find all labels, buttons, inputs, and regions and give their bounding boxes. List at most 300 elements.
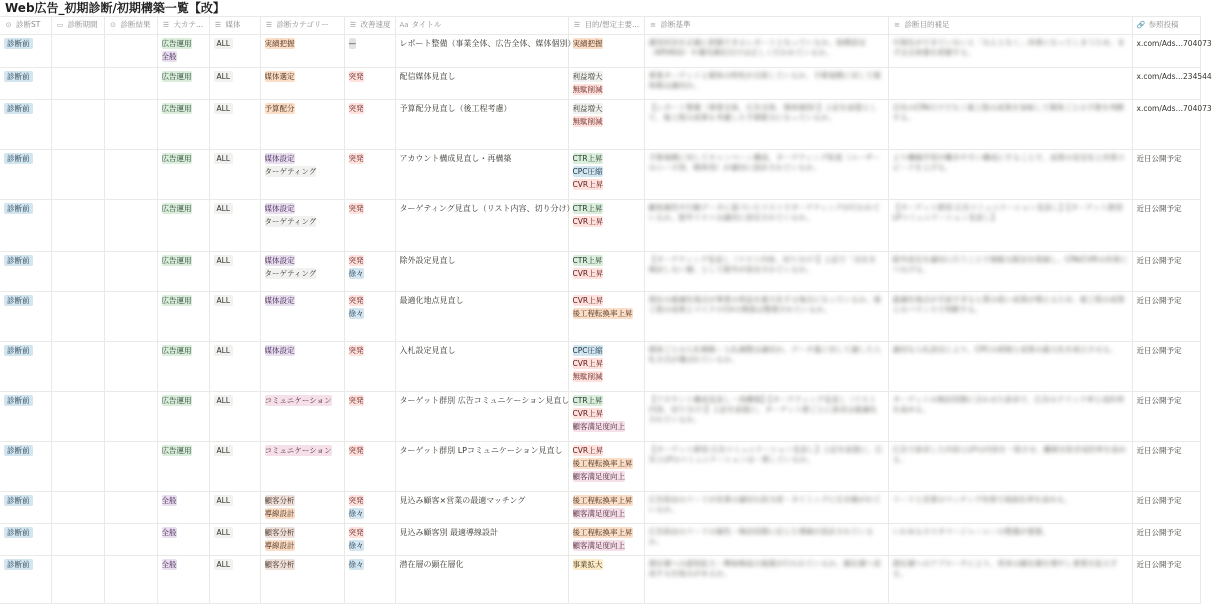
cell-period[interactable] bbox=[51, 100, 104, 150]
tag-speed: 徐々 bbox=[348, 509, 364, 518]
column-header-label: 診断カテゴリー bbox=[276, 20, 329, 29]
reference-link[interactable]: x.com/Ads…704073 bbox=[1136, 104, 1212, 113]
tag-diag: 媒体設定 bbox=[264, 204, 295, 213]
table-row[interactable] bbox=[0, 35, 1200, 68]
tag-media: ALL bbox=[214, 255, 234, 266]
column-header-label: 診断期間 bbox=[67, 20, 98, 29]
column-header-diag[interactable] bbox=[260, 17, 344, 35]
tag-goal: CVR上昇 bbox=[572, 217, 604, 226]
column-header-speed[interactable] bbox=[344, 17, 395, 35]
cell-goal[interactable] bbox=[568, 68, 644, 100]
cell-period[interactable] bbox=[51, 556, 104, 604]
cell-diag[interactable] bbox=[260, 524, 344, 556]
cell-title[interactable] bbox=[395, 68, 568, 100]
column-type-icon: Aa bbox=[399, 21, 409, 29]
tag-diag: 予算配分 bbox=[264, 104, 295, 113]
cell-result[interactable] bbox=[104, 252, 157, 292]
tag-goal: 無駄削減 bbox=[572, 85, 603, 94]
cell-purpose[interactable] bbox=[888, 442, 1132, 492]
cell-title[interactable] bbox=[395, 556, 568, 604]
cell-result[interactable] bbox=[104, 392, 157, 442]
tag-diag: 実績把握 bbox=[264, 39, 295, 48]
cell-title[interactable] bbox=[395, 524, 568, 556]
cell-media[interactable] bbox=[209, 252, 260, 292]
cell-st[interactable] bbox=[0, 524, 51, 556]
cell-result[interactable] bbox=[104, 68, 157, 100]
tag-goal: 利益増大 bbox=[572, 72, 603, 81]
cell-goal[interactable] bbox=[568, 442, 644, 492]
cell-result[interactable] bbox=[104, 556, 157, 604]
cell-speed[interactable] bbox=[344, 35, 395, 68]
row-title: 最適化地点見直し bbox=[399, 296, 464, 305]
cell-media[interactable] bbox=[209, 524, 260, 556]
cell-basis[interactable] bbox=[644, 524, 888, 556]
blurred-text: 【ターゲット群別 広告コミュニケーション見直し】【ターゲット群別 LPコミュニケーション見直し】 bbox=[892, 203, 1123, 222]
cell-speed[interactable] bbox=[344, 556, 395, 604]
tag-goal: CVR上昇 bbox=[572, 269, 604, 278]
cell-result[interactable] bbox=[104, 200, 157, 252]
cell-ref[interactable] bbox=[1132, 392, 1200, 442]
reference-link[interactable]: 近日公開予定 bbox=[1136, 296, 1182, 305]
tag-st: 診断前 bbox=[4, 103, 33, 114]
cell-goal[interactable] bbox=[568, 35, 644, 68]
cell-st[interactable] bbox=[0, 492, 51, 524]
blurred-text: 現在の最適化地点が事業の利益を最大化する地点になっているか。後工程の成果とマイクロCVの関係は整理されているか。 bbox=[648, 295, 881, 314]
cell-st[interactable] bbox=[0, 556, 51, 604]
cell-st[interactable] bbox=[0, 392, 51, 442]
cell-result[interactable] bbox=[104, 292, 157, 342]
cell-media[interactable] bbox=[209, 342, 260, 392]
cell-cat[interactable] bbox=[157, 35, 209, 68]
cell-media[interactable] bbox=[209, 68, 260, 100]
cell-title[interactable] bbox=[395, 492, 568, 524]
cell-basis[interactable] bbox=[644, 35, 888, 68]
tag-st: 診断前 bbox=[4, 255, 33, 266]
cell-title[interactable] bbox=[395, 200, 575, 252]
tag-goal: CTR上昇 bbox=[572, 154, 603, 163]
cell-purpose[interactable] bbox=[888, 35, 1132, 68]
cell-title[interactable] bbox=[395, 150, 568, 200]
tag-media: ALL bbox=[214, 445, 234, 456]
tag-media: ALL bbox=[214, 495, 234, 506]
tag-media: ALL bbox=[214, 153, 234, 164]
cell-diag[interactable] bbox=[260, 342, 344, 392]
cell-title[interactable] bbox=[395, 252, 568, 292]
cell-period[interactable] bbox=[51, 392, 104, 442]
cell-result[interactable] bbox=[104, 492, 157, 524]
column-type-icon: ⊙ bbox=[5, 21, 12, 29]
cell-basis[interactable] bbox=[644, 442, 888, 492]
cell-cat[interactable] bbox=[157, 342, 209, 392]
cell-speed[interactable] bbox=[344, 200, 395, 252]
column-type-icon: ≡ bbox=[650, 21, 656, 29]
cell-purpose[interactable] bbox=[888, 252, 1132, 292]
tag-st: 診断前 bbox=[4, 445, 33, 456]
cell-basis[interactable] bbox=[644, 68, 888, 100]
reference-link[interactable]: 近日公開予定 bbox=[1136, 560, 1182, 569]
cell-diag[interactable] bbox=[260, 392, 344, 442]
cell-title[interactable] bbox=[395, 292, 568, 342]
column-header-purpose[interactable] bbox=[888, 17, 1132, 35]
tag-diag: 導線設計 bbox=[264, 509, 295, 518]
cell-period[interactable] bbox=[51, 292, 104, 342]
cell-ref[interactable] bbox=[1132, 100, 1212, 150]
tag-goal: 顧客満足度向上 bbox=[572, 541, 625, 550]
tag-media: ALL bbox=[214, 38, 234, 49]
cell-media[interactable] bbox=[209, 100, 260, 150]
cell-speed[interactable] bbox=[344, 342, 395, 392]
cell-period[interactable] bbox=[51, 524, 104, 556]
cell-ref[interactable] bbox=[1132, 492, 1200, 524]
column-header-label: 大カテ... bbox=[173, 20, 204, 29]
cell-media[interactable] bbox=[209, 392, 260, 442]
cell-basis[interactable] bbox=[644, 342, 888, 392]
blurred-text: 【レポート整備（事業全体、広告全体、媒体個別）】上記を前提として、後工程の成果も考慮した予算配分になっているか。 bbox=[648, 103, 878, 122]
reference-link[interactable]: 近日公開予定 bbox=[1136, 346, 1182, 355]
cell-title[interactable] bbox=[395, 342, 568, 392]
cell-period[interactable] bbox=[51, 342, 104, 392]
column-header-label: 診断結果 bbox=[120, 20, 151, 29]
cell-goal[interactable] bbox=[568, 100, 644, 150]
row-title: 除外設定見直し bbox=[399, 256, 456, 265]
tag-goal: 後工程転換率上昇 bbox=[572, 309, 633, 318]
table-row[interactable] bbox=[0, 492, 1200, 524]
cell-diag[interactable] bbox=[260, 100, 344, 150]
tag-goal: 後工程転換率上昇 bbox=[572, 459, 633, 468]
cell-media[interactable] bbox=[209, 556, 260, 604]
tag-goal: 事業拡大 bbox=[572, 560, 603, 569]
cell-st[interactable] bbox=[0, 150, 51, 200]
cell-purpose[interactable] bbox=[888, 68, 1132, 100]
reference-link[interactable]: 近日公開予定 bbox=[1136, 204, 1182, 213]
cell-purpose[interactable] bbox=[888, 492, 1132, 524]
column-header-label: 参照投稿 bbox=[1148, 20, 1179, 29]
cell-cat[interactable] bbox=[157, 392, 209, 442]
cell-cat[interactable] bbox=[157, 556, 209, 604]
cell-basis[interactable] bbox=[644, 492, 888, 524]
cell-basis[interactable] bbox=[644, 292, 888, 342]
tag-goal: 顧客満足度向上 bbox=[572, 472, 625, 481]
cell-cat[interactable] bbox=[157, 252, 209, 292]
tag-cat: 広告運用 bbox=[161, 72, 192, 81]
blurred-text: 潜在層へのアプローチにより、将来の顕在層を増やし事業を拡大する。 bbox=[892, 559, 1118, 578]
cell-diag[interactable] bbox=[260, 68, 344, 100]
tag-diag: コミュニケーション bbox=[264, 396, 332, 405]
cell-period[interactable] bbox=[51, 200, 104, 252]
blurred-text: 適切な入札設定により、CPCの抑制と成果の最大化を両立させる。 bbox=[892, 345, 1118, 354]
cell-speed[interactable] bbox=[344, 150, 395, 200]
tag-st: 診断前 bbox=[4, 295, 33, 306]
cell-ref[interactable] bbox=[1132, 200, 1200, 252]
table-header-row bbox=[0, 17, 1200, 35]
tag-cat: 全般 bbox=[161, 528, 177, 537]
cell-period[interactable] bbox=[51, 492, 104, 524]
tag-goal: CVR上昇 bbox=[572, 296, 604, 305]
cell-goal[interactable] bbox=[568, 200, 644, 252]
blurred-text: いわゆるカスタマージャーニーの整備が重要。 bbox=[892, 527, 1050, 536]
table-row[interactable] bbox=[0, 392, 1200, 442]
reference-link[interactable]: 近日公開予定 bbox=[1136, 496, 1182, 505]
page-title: Web広告_初期診断/初期構築一覧【改】 bbox=[5, 1, 225, 15]
column-header-st[interactable] bbox=[0, 17, 51, 35]
cell-period[interactable] bbox=[51, 252, 104, 292]
blurred-text: 顧客属性や行動データに基づいたリストでターゲティングが行われているか。除外リストは適切に設定されているか。 bbox=[648, 203, 881, 222]
cell-diag[interactable] bbox=[260, 292, 344, 342]
cell-ref[interactable] bbox=[1132, 252, 1200, 292]
tag-speed: 突発 bbox=[348, 396, 364, 405]
column-header-ref[interactable] bbox=[1132, 17, 1200, 35]
cell-basis[interactable] bbox=[644, 200, 888, 252]
table-row[interactable] bbox=[0, 292, 1200, 342]
cell-goal[interactable] bbox=[568, 252, 644, 292]
table-row[interactable] bbox=[0, 150, 1200, 200]
tag-st: 診断前 bbox=[4, 345, 33, 356]
tag-diag: 媒体設定 bbox=[264, 296, 295, 305]
cell-purpose[interactable] bbox=[888, 200, 1132, 252]
cell-speed[interactable] bbox=[344, 100, 395, 150]
table-row[interactable] bbox=[0, 524, 1200, 556]
tag-goal: CVR上昇 bbox=[572, 180, 604, 189]
tag-speed: 突発 bbox=[348, 446, 364, 455]
column-header-period[interactable] bbox=[51, 17, 104, 35]
column-header-label: 診断ST bbox=[16, 20, 41, 29]
blurred-text: 広告で訴求した内容とLPの内容を一致させ、離脱を防ぎ成約率を高める。 bbox=[892, 445, 1126, 464]
cell-title[interactable] bbox=[395, 35, 576, 68]
blurred-text: 媒体ごとの入札戦略・入札調整は適切か。データ量に対して適した入札方式が選ばれているか。 bbox=[648, 345, 881, 364]
tag-speed: 突発 bbox=[348, 528, 364, 537]
reference-link[interactable]: 近日公開予定 bbox=[1136, 154, 1182, 163]
tag-goal: CTR上昇 bbox=[572, 204, 603, 213]
column-header-title[interactable] bbox=[395, 17, 568, 35]
blurred-text: ターゲットの検討段階に合わせた訴求で、広告のクリック率と成約率を高める。 bbox=[892, 395, 1125, 414]
tag-speed: — bbox=[348, 39, 356, 48]
table-row[interactable] bbox=[0, 200, 1200, 252]
cell-st[interactable] bbox=[0, 200, 51, 252]
cell-purpose[interactable] bbox=[888, 100, 1132, 150]
column-type-icon: ☰ bbox=[573, 21, 581, 29]
cell-cat[interactable] bbox=[157, 100, 209, 150]
table-row[interactable] bbox=[0, 100, 1200, 150]
reference-link[interactable]: 近日公開予定 bbox=[1136, 446, 1182, 455]
table-row[interactable] bbox=[0, 442, 1200, 492]
cell-basis[interactable] bbox=[644, 556, 888, 604]
tag-st: 診断前 bbox=[4, 395, 33, 406]
cell-purpose[interactable] bbox=[888, 556, 1132, 604]
tag-goal: CVR上昇 bbox=[572, 359, 604, 368]
cell-title[interactable] bbox=[395, 442, 568, 492]
column-header-label: 診断基準 bbox=[660, 20, 691, 29]
cell-result[interactable] bbox=[104, 100, 157, 150]
cell-cat[interactable] bbox=[157, 524, 209, 556]
cell-diag[interactable] bbox=[260, 252, 344, 292]
cell-media[interactable] bbox=[209, 35, 260, 68]
tag-diag: 顧客分析 bbox=[264, 560, 295, 569]
cell-st[interactable] bbox=[0, 442, 51, 492]
row-title: ターゲティング見直し（リスト内容、切り分け） bbox=[399, 204, 575, 213]
tag-cat: 広告運用 bbox=[161, 204, 192, 213]
column-header-label: 目的/想定主要... bbox=[584, 20, 640, 29]
cell-result[interactable] bbox=[104, 150, 157, 200]
tag-speed: 徐々 bbox=[348, 309, 364, 318]
cell-media[interactable] bbox=[209, 292, 260, 342]
cell-ref[interactable] bbox=[1132, 524, 1200, 556]
tag-speed: 突発 bbox=[348, 204, 364, 213]
tag-st: 診断前 bbox=[4, 559, 33, 570]
cell-st[interactable] bbox=[0, 100, 51, 150]
cell-purpose[interactable] bbox=[888, 524, 1132, 556]
cell-result[interactable] bbox=[104, 342, 157, 392]
tag-goal: CTR上昇 bbox=[572, 396, 603, 405]
cell-diag[interactable] bbox=[260, 492, 344, 524]
cell-period[interactable] bbox=[51, 68, 104, 100]
cell-st[interactable] bbox=[0, 292, 51, 342]
tag-speed: 突発 bbox=[348, 256, 364, 265]
reference-link[interactable]: 近日公開予定 bbox=[1136, 396, 1182, 405]
cell-period[interactable] bbox=[51, 150, 104, 200]
row-title: レポート整備（事業全体、広告全体、媒体個別） bbox=[399, 39, 576, 48]
cell-diag[interactable] bbox=[260, 150, 344, 200]
reference-link[interactable]: x.com/Ads…704073 bbox=[1136, 39, 1212, 48]
cell-period[interactable] bbox=[51, 442, 104, 492]
cell-title[interactable] bbox=[395, 392, 568, 442]
cell-cat[interactable] bbox=[157, 292, 209, 342]
row-title: 潜在層の顕在層化 bbox=[399, 560, 464, 569]
cell-diag[interactable] bbox=[260, 35, 344, 68]
cell-result[interactable] bbox=[104, 524, 157, 556]
cell-title[interactable] bbox=[395, 100, 568, 150]
cell-speed[interactable] bbox=[344, 252, 395, 292]
cell-basis[interactable] bbox=[644, 150, 888, 200]
reference-link[interactable]: 近日公開予定 bbox=[1136, 528, 1182, 537]
row-title: 見込み顧客別 最適導線設計 bbox=[399, 528, 499, 537]
tag-media: ALL bbox=[214, 527, 234, 538]
cell-goal[interactable] bbox=[568, 342, 644, 392]
column-type-icon: ☰ bbox=[265, 21, 273, 29]
cell-basis[interactable] bbox=[644, 252, 888, 292]
row-title: 予算配分見直し（後工程考慮） bbox=[399, 104, 512, 113]
cell-cat[interactable] bbox=[157, 68, 209, 100]
blurred-text: 運用状況を正確に把握できるレポートとなっているか。指標設定（KPI/KGI）や優先順位付けは正しく行われているか。 bbox=[648, 38, 866, 57]
column-header-label: 改善速度 bbox=[360, 20, 391, 29]
table-row[interactable] bbox=[0, 252, 1200, 292]
column-header-label: 媒体 bbox=[225, 20, 241, 29]
cell-purpose[interactable] bbox=[888, 392, 1132, 442]
tag-cat: 全般 bbox=[161, 52, 177, 61]
table-row[interactable] bbox=[0, 342, 1200, 392]
cell-speed[interactable] bbox=[344, 68, 395, 100]
cell-diag[interactable] bbox=[260, 200, 344, 252]
cell-purpose[interactable] bbox=[888, 292, 1132, 342]
cell-media[interactable] bbox=[209, 200, 260, 252]
column-header-goal[interactable] bbox=[568, 17, 644, 35]
cell-result[interactable] bbox=[104, 442, 157, 492]
column-header-basis[interactable] bbox=[644, 17, 888, 35]
cell-cat[interactable] bbox=[157, 200, 209, 252]
cell-cat[interactable] bbox=[157, 492, 209, 524]
cell-speed[interactable] bbox=[344, 392, 395, 442]
table-row[interactable] bbox=[0, 556, 1200, 604]
cell-media[interactable] bbox=[209, 442, 260, 492]
cell-diag[interactable] bbox=[260, 442, 344, 492]
tag-speed: 突発 bbox=[348, 346, 364, 355]
blurred-text: 予算規模に対してキャンペーン構成、ターゲティング粒度（ユーザーのニーズ別、媒体別）が適切に設計されているか。 bbox=[648, 153, 881, 172]
cell-period[interactable] bbox=[51, 35, 104, 68]
cell-goal[interactable] bbox=[568, 492, 644, 524]
cell-speed[interactable] bbox=[344, 492, 395, 524]
cell-cat[interactable] bbox=[157, 442, 209, 492]
cell-media[interactable] bbox=[209, 150, 260, 200]
tag-diag: 顧客分析 bbox=[264, 528, 295, 537]
tag-goal: CVR上昇 bbox=[572, 446, 604, 455]
cell-ref[interactable] bbox=[1132, 442, 1200, 492]
cell-speed[interactable] bbox=[344, 524, 395, 556]
column-header-media[interactable] bbox=[209, 17, 260, 35]
cell-speed[interactable] bbox=[344, 292, 395, 342]
row-title: アカウント構成見直し・再構築 bbox=[399, 154, 512, 163]
cell-st[interactable] bbox=[0, 68, 51, 100]
tag-speed: 突発 bbox=[348, 72, 364, 81]
cell-cat[interactable] bbox=[157, 150, 209, 200]
tag-goal: 後工程転換率上昇 bbox=[572, 496, 633, 505]
cell-goal[interactable] bbox=[568, 556, 644, 604]
column-header-result[interactable] bbox=[104, 17, 157, 35]
tag-media: ALL bbox=[214, 295, 234, 306]
cell-diag[interactable] bbox=[260, 556, 344, 604]
cell-st[interactable] bbox=[0, 35, 51, 68]
blurred-text: 【ターゲット群別 広告コミュニケーション見直し】上記を前提に、広告とLPのコミュニケーションは一貫しているか。 bbox=[648, 445, 883, 464]
cell-goal[interactable] bbox=[568, 524, 644, 556]
cell-result[interactable] bbox=[104, 35, 157, 68]
cell-ref[interactable] bbox=[1132, 150, 1200, 200]
row-title: ターゲット群別 広告コミュニケーション見直し bbox=[399, 396, 570, 405]
tag-cat: 広告運用 bbox=[161, 446, 192, 455]
cell-ref[interactable] bbox=[1132, 292, 1200, 342]
cell-basis[interactable] bbox=[644, 100, 888, 150]
cell-speed[interactable] bbox=[344, 442, 395, 492]
cell-st[interactable] bbox=[0, 342, 51, 392]
reference-link[interactable]: x.com/Ads…234544 bbox=[1136, 72, 1212, 81]
cell-goal[interactable] bbox=[568, 292, 644, 342]
tag-cat: 広告運用 bbox=[161, 154, 192, 163]
cell-ref[interactable] bbox=[1132, 342, 1200, 392]
table-row[interactable] bbox=[0, 68, 1200, 100]
cell-ref[interactable] bbox=[1132, 68, 1212, 100]
cell-goal[interactable] bbox=[568, 150, 644, 200]
tag-cat: 全般 bbox=[161, 560, 177, 569]
tag-media: ALL bbox=[214, 103, 234, 114]
cell-st[interactable] bbox=[0, 252, 51, 292]
tag-diag: 媒体選定 bbox=[264, 72, 295, 81]
cell-basis[interactable] bbox=[644, 392, 888, 442]
cell-goal[interactable] bbox=[568, 392, 644, 442]
column-type-icon: ▭ bbox=[56, 21, 64, 29]
table-body bbox=[0, 35, 1212, 604]
cell-purpose[interactable] bbox=[888, 150, 1132, 200]
cell-ref[interactable] bbox=[1132, 556, 1200, 604]
tag-diag: ターゲティング bbox=[264, 269, 317, 278]
cell-ref[interactable] bbox=[1132, 35, 1212, 68]
cell-purpose[interactable] bbox=[888, 342, 1132, 392]
cell-media[interactable] bbox=[209, 492, 260, 524]
tag-speed: 突発 bbox=[348, 296, 364, 305]
reference-link[interactable]: 近日公開予定 bbox=[1136, 256, 1182, 265]
tag-diag: 顧客分析 bbox=[264, 496, 295, 505]
column-header-cat[interactable] bbox=[157, 17, 209, 35]
tag-speed: 突発 bbox=[348, 104, 364, 113]
tag-goal: 利益増大 bbox=[572, 104, 603, 113]
blurred-text: 潜在層への認知拡大・興味喚起の施策が行われているか。顕在層へ育成する仕組みがあるか。 bbox=[648, 559, 881, 578]
tag-st: 診断前 bbox=[4, 71, 33, 82]
